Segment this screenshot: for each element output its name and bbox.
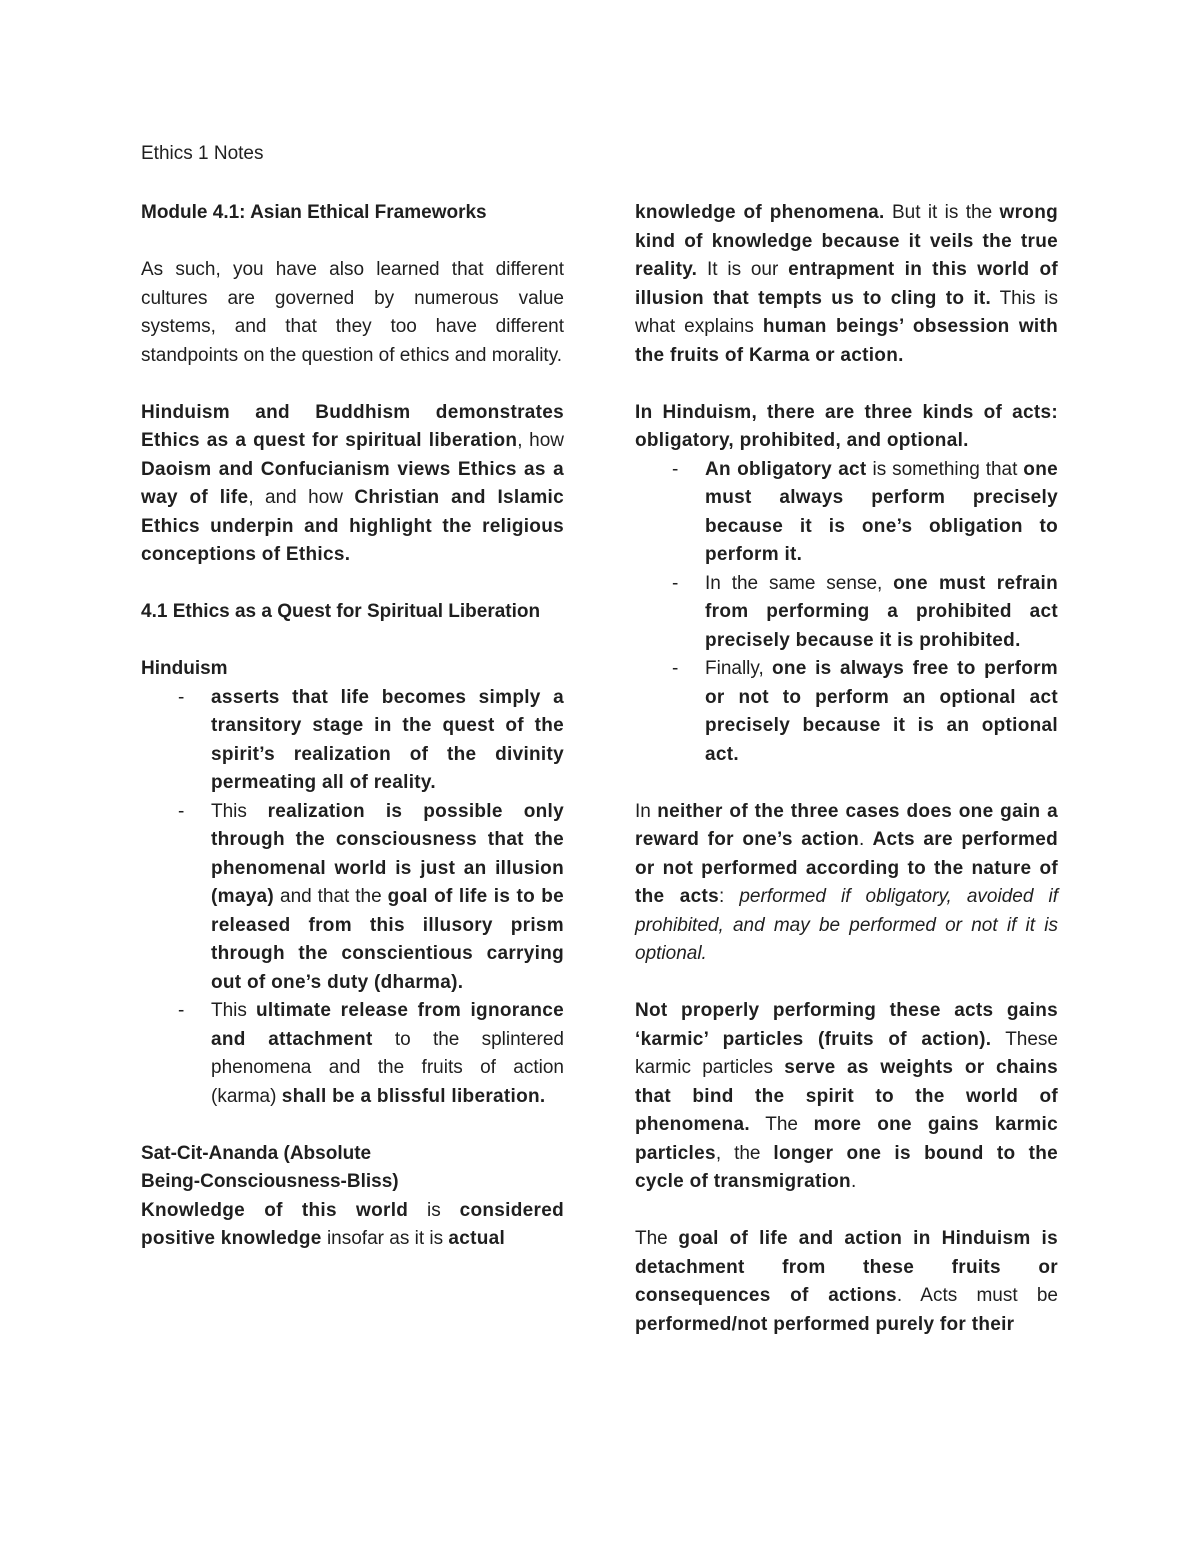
document-title: Ethics 1 Notes bbox=[141, 143, 264, 164]
knowledge-text-1: is bbox=[408, 1199, 460, 1221]
goal-bold-2: performed/not performed purely for their bbox=[635, 1313, 1015, 1335]
cont-bold-1: knowledge of phenomena. bbox=[635, 202, 885, 223]
neither-bold-1: neither of the three cases does one gain a reward for one’s action bbox=[635, 800, 1059, 850]
cont-text-3: This is what explains bbox=[635, 287, 1058, 337]
karmic-text-3: , the bbox=[715, 1142, 774, 1164]
hinduism-bullet-2 bbox=[141, 798, 564, 998]
frameworks-bold-1: Hinduism and Buddhism demonstrates Ethics as a quest for spiritual liberation bbox=[141, 401, 564, 451]
karmic-bold-1: Not properly performing these acts gains ‘karmic’ particles (fruits of action). bbox=[635, 1000, 1058, 1050]
bullet-2-text-2: and that the bbox=[274, 886, 388, 907]
bullet-1-bold: asserts that life becomes simply a transitory stage in the quest of the spirit’s realization of the divinity permeating all of reality. bbox=[211, 686, 564, 793]
act-1-bold-2: one must always perform precisely because it is one’s obligation to perform it. bbox=[705, 458, 1058, 565]
acts-bullet-2 bbox=[635, 570, 1058, 656]
goal-text-1: The bbox=[635, 1228, 679, 1249]
karmic-text-1: These karmic particles bbox=[635, 1028, 1058, 1078]
karmic-bold-4: longer one is bound to the cycle of transmigration bbox=[635, 1142, 1059, 1192]
cont-text-1: But it is the bbox=[884, 202, 1000, 223]
frameworks-paragraph bbox=[141, 399, 564, 570]
acts-intro-paragraph bbox=[635, 399, 1058, 456]
bullet-2-bold-2: goal of life is to be released from this illusory prism through the conscientious carrying out of one’s duty (dharma). bbox=[211, 886, 565, 993]
act-2-text: In the same sense, bbox=[705, 572, 894, 594]
karmic-text-4: . bbox=[850, 1171, 857, 1192]
hinduism-heading: Hinduism bbox=[141, 658, 228, 679]
bullet-3-bold-2: shall be a blissful liberation. bbox=[281, 1085, 546, 1107]
intro-paragraph: As such, you have also learned that different cultures are governed by numerous value systems, and that they too have different standpoints on the question of ethics and morality. bbox=[141, 259, 564, 366]
cont-bold-2: wrong kind of knowledge because it veils the true reality. bbox=[635, 202, 1059, 280]
act-1-bold-1: An obligatory act bbox=[705, 458, 867, 480]
bullet-3-text-1: This bbox=[211, 1000, 256, 1021]
frameworks-bold-2: Daoism and Confucianism views Ethics as a way of life bbox=[141, 458, 564, 508]
act-1-text: is something that bbox=[866, 458, 1024, 480]
acts-intro-bold: In Hinduism, there are three kinds of acts: obligatory, prohibited, and optional. bbox=[635, 401, 1058, 451]
bullet-2-text-1: This bbox=[211, 800, 268, 822]
goal-bold-1: goal of life and action in Hinduism is detachment from these fruits or consequences of actions bbox=[635, 1228, 1058, 1306]
knowledge-paragraph bbox=[141, 1197, 564, 1254]
karmic-bold-3: more one gains karmic particles bbox=[635, 1114, 1058, 1164]
act-3-bold: one is always free to perform or not to perform an optional act precisely because it is an optional act. bbox=[705, 658, 1058, 765]
acts-bullet-list bbox=[635, 456, 1058, 770]
act-2-bold: one must refrain from performing a prohibited act precisely because it is prohibited. bbox=[705, 572, 1058, 651]
karmic-paragraph bbox=[635, 997, 1058, 1197]
satcit-heading-line-1: Sat-Cit-Ananda (Absolute bbox=[141, 1142, 372, 1164]
satcit-heading-line-2: Being-Consciousness-Bliss) bbox=[141, 1171, 399, 1192]
hinduism-bullet-1 bbox=[141, 684, 564, 798]
neither-text-1: In bbox=[635, 800, 658, 822]
bullet-2-bold-1: realization is possible only through the consciousness that the phenomenal world is just an illusion (maya) bbox=[211, 800, 564, 907]
cont-bold-3: entrapment in this world of illusion that tempts us to cling to it. bbox=[635, 259, 1059, 309]
acts-bullet-1 bbox=[635, 456, 1058, 570]
right-column bbox=[635, 199, 1058, 1339]
knowledge-text-2: insofar as it is bbox=[321, 1228, 449, 1249]
frameworks-bold-3: Christian and Islamic Ethics underpin and highlight the religious conceptions of Ethics. bbox=[141, 487, 565, 565]
act-3-text: Finally, bbox=[705, 658, 772, 679]
section-heading: 4.1 Ethics as a Quest for Spiritual Liberation bbox=[141, 601, 541, 622]
hinduism-bullet-list bbox=[141, 684, 564, 1112]
acts-bullet-3 bbox=[635, 655, 1058, 769]
neither-text-2: . bbox=[859, 829, 873, 850]
goal-paragraph bbox=[635, 1225, 1058, 1339]
goal-text-2: . Acts must be bbox=[896, 1285, 1058, 1306]
module-heading: Module 4.1: Asian Ethical Frameworks bbox=[141, 202, 487, 223]
bullet-3-text-2: to the splintered phenomena and the fruits of action (karma) bbox=[211, 1028, 564, 1107]
karmic-text-2: The bbox=[749, 1114, 814, 1135]
frameworks-text-2: , and how bbox=[248, 487, 355, 508]
cont-bold-4: human beings’ obsession with the fruits of Karma or action. bbox=[635, 316, 1059, 366]
knowledge-bold-2: considered positive knowledge bbox=[141, 1199, 564, 1249]
knowledge-bold-1: Knowledge of this world bbox=[141, 1199, 409, 1221]
neither-bold-2: Acts are performed or not performed according to the nature of the acts bbox=[635, 829, 1058, 907]
left-column bbox=[141, 199, 564, 1254]
cont-text-2: It is our bbox=[697, 259, 789, 280]
neither-italic: performed if obligatory, avoided if prohibited, and may be performed or not if it is optional. bbox=[635, 886, 1058, 964]
bullet-3-bold-1: ultimate release from ignorance and attachment bbox=[211, 1000, 564, 1050]
karmic-bold-2: serve as weights or chains that bind the spirit to the world of phenomena. bbox=[635, 1057, 1059, 1135]
continuation-paragraph bbox=[635, 199, 1058, 370]
neither-paragraph bbox=[635, 798, 1058, 969]
neither-text-3: : bbox=[719, 886, 740, 907]
knowledge-bold-3: actual bbox=[448, 1228, 506, 1249]
hinduism-bullet-3 bbox=[141, 997, 564, 1111]
frameworks-text-1: , how bbox=[517, 430, 565, 451]
